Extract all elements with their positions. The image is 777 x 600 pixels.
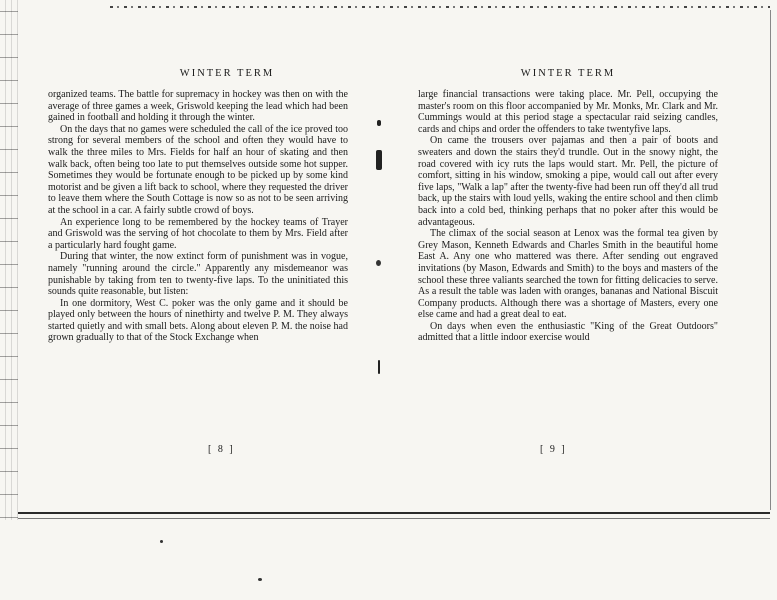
scan-top-edge — [110, 6, 770, 8]
gutter-binding-dot — [376, 260, 381, 266]
gutter-binding-mark — [377, 120, 381, 126]
scan-speck — [160, 540, 163, 543]
gutter-binding-mark — [378, 360, 380, 374]
left-paragraph-2: On the days that no games were scheduled the call of the ice proved too strong for several members of the school and often they would have to walk the three miles to Mrs. Fields for half an hour of skating and then walk back, often being too late to put themselves outside some hot supper. Sometimes they would be fortunate enough to be picked up by some kind motorist and be given a lift back to school, where they requested the driver to leave them where the South Cottage is now so as not to be seen arriving at the school in a car. A fairly subtle crowd of boys. — [48, 123, 348, 216]
right-paragraph-3: The climax of the social season at Lenox was the formal tea given by Grey Mason, Kenneth Edwards and Charles Smith in the beautiful home East A. Any one who mattered was there. After sending out engraved invitations (by Mason, Edwards and Smith) to the boys and masters of the school these three valiants searched the town for fitting delicacies to serve. As a result the table was laden with oranges, bananas and National Biscuit Company products. Although there was a shortage of Masters, every one else came and had a great deal to eat. — [418, 228, 718, 321]
left-paragraph-4: During that winter, the now extinct form of punishment was in vogue, namely "running around the circle." Apparently any misdemeanor was punishable by taking from ten to twenty-five laps. To the uninitiated this sounds quite reasonable, but listen: — [48, 251, 348, 298]
right-paragraph-1: large financial transactions were taking place. Mr. Pell, occupying the master's room on this floor accompanied by Mr. Monks, Mr. Clark and Mr. Cummings would at this period stage a spectacular raid seizing candles, cards and chips and order the offenders to take twentyfive laps. — [418, 89, 718, 135]
scan-left-margin-noise — [0, 0, 18, 520]
right-paragraph-4: On days when even the enthusiastic "King of the Great Outdoors" admitted that a little indoor exercise would — [418, 320, 718, 344]
right-page — [418, 68, 718, 344]
right-page-number: [ 9 ] — [540, 444, 567, 455]
left-paragraph-3: An experience long to be remembered by the hockey teams of Trayer and Griswold was the serving of hot chocolate to them by Mrs. Field after a particularly hard fought game. — [48, 216, 348, 251]
left-paragraph-1: organized teams. The battle for supremacy in hockey was then on with the average of three games a week, Griswold keeping the lead which had been gained in football and holding it through the winter. — [48, 89, 348, 124]
page-bottom-edge — [18, 512, 770, 514]
left-page-number: [ 8 ] — [208, 444, 235, 455]
gutter-binding-mark — [376, 150, 382, 170]
left-paragraph-5: In one dormitory, West C. poker was the only game and it should be played only between the hours of ninethirty and twelve P. M. They always started quietly and with small bets. Along about eleven P. M. the noise had grown gradually to that of the Stock Exchange when — [48, 297, 348, 344]
right-paragraph-2: On came the trousers over pajamas and then a pair of boots and sweaters and down the stairs they'd trundle. Out in the snowy night, the road covered with icy ruts the laps would start. Mr. Pell, the picture of comfort, sitting in his window, smoking a pipe, would call out after every five laps, "Walk a lap" after the twenty-five had been run off they'd all trud back, up the stairs with loud yells, waking the entire school and then climb back into a cold bed, thinking perhaps that no poker after this would be advantageous. — [418, 135, 718, 228]
page-bottom-edge-shadow — [18, 518, 770, 519]
left-running-head: WINTER TERM — [179, 68, 275, 79]
right-running-head: WINTER TERM — [520, 68, 616, 79]
scan-speck — [258, 578, 262, 581]
left-page — [48, 68, 348, 344]
scan-right-edge — [766, 10, 771, 510]
